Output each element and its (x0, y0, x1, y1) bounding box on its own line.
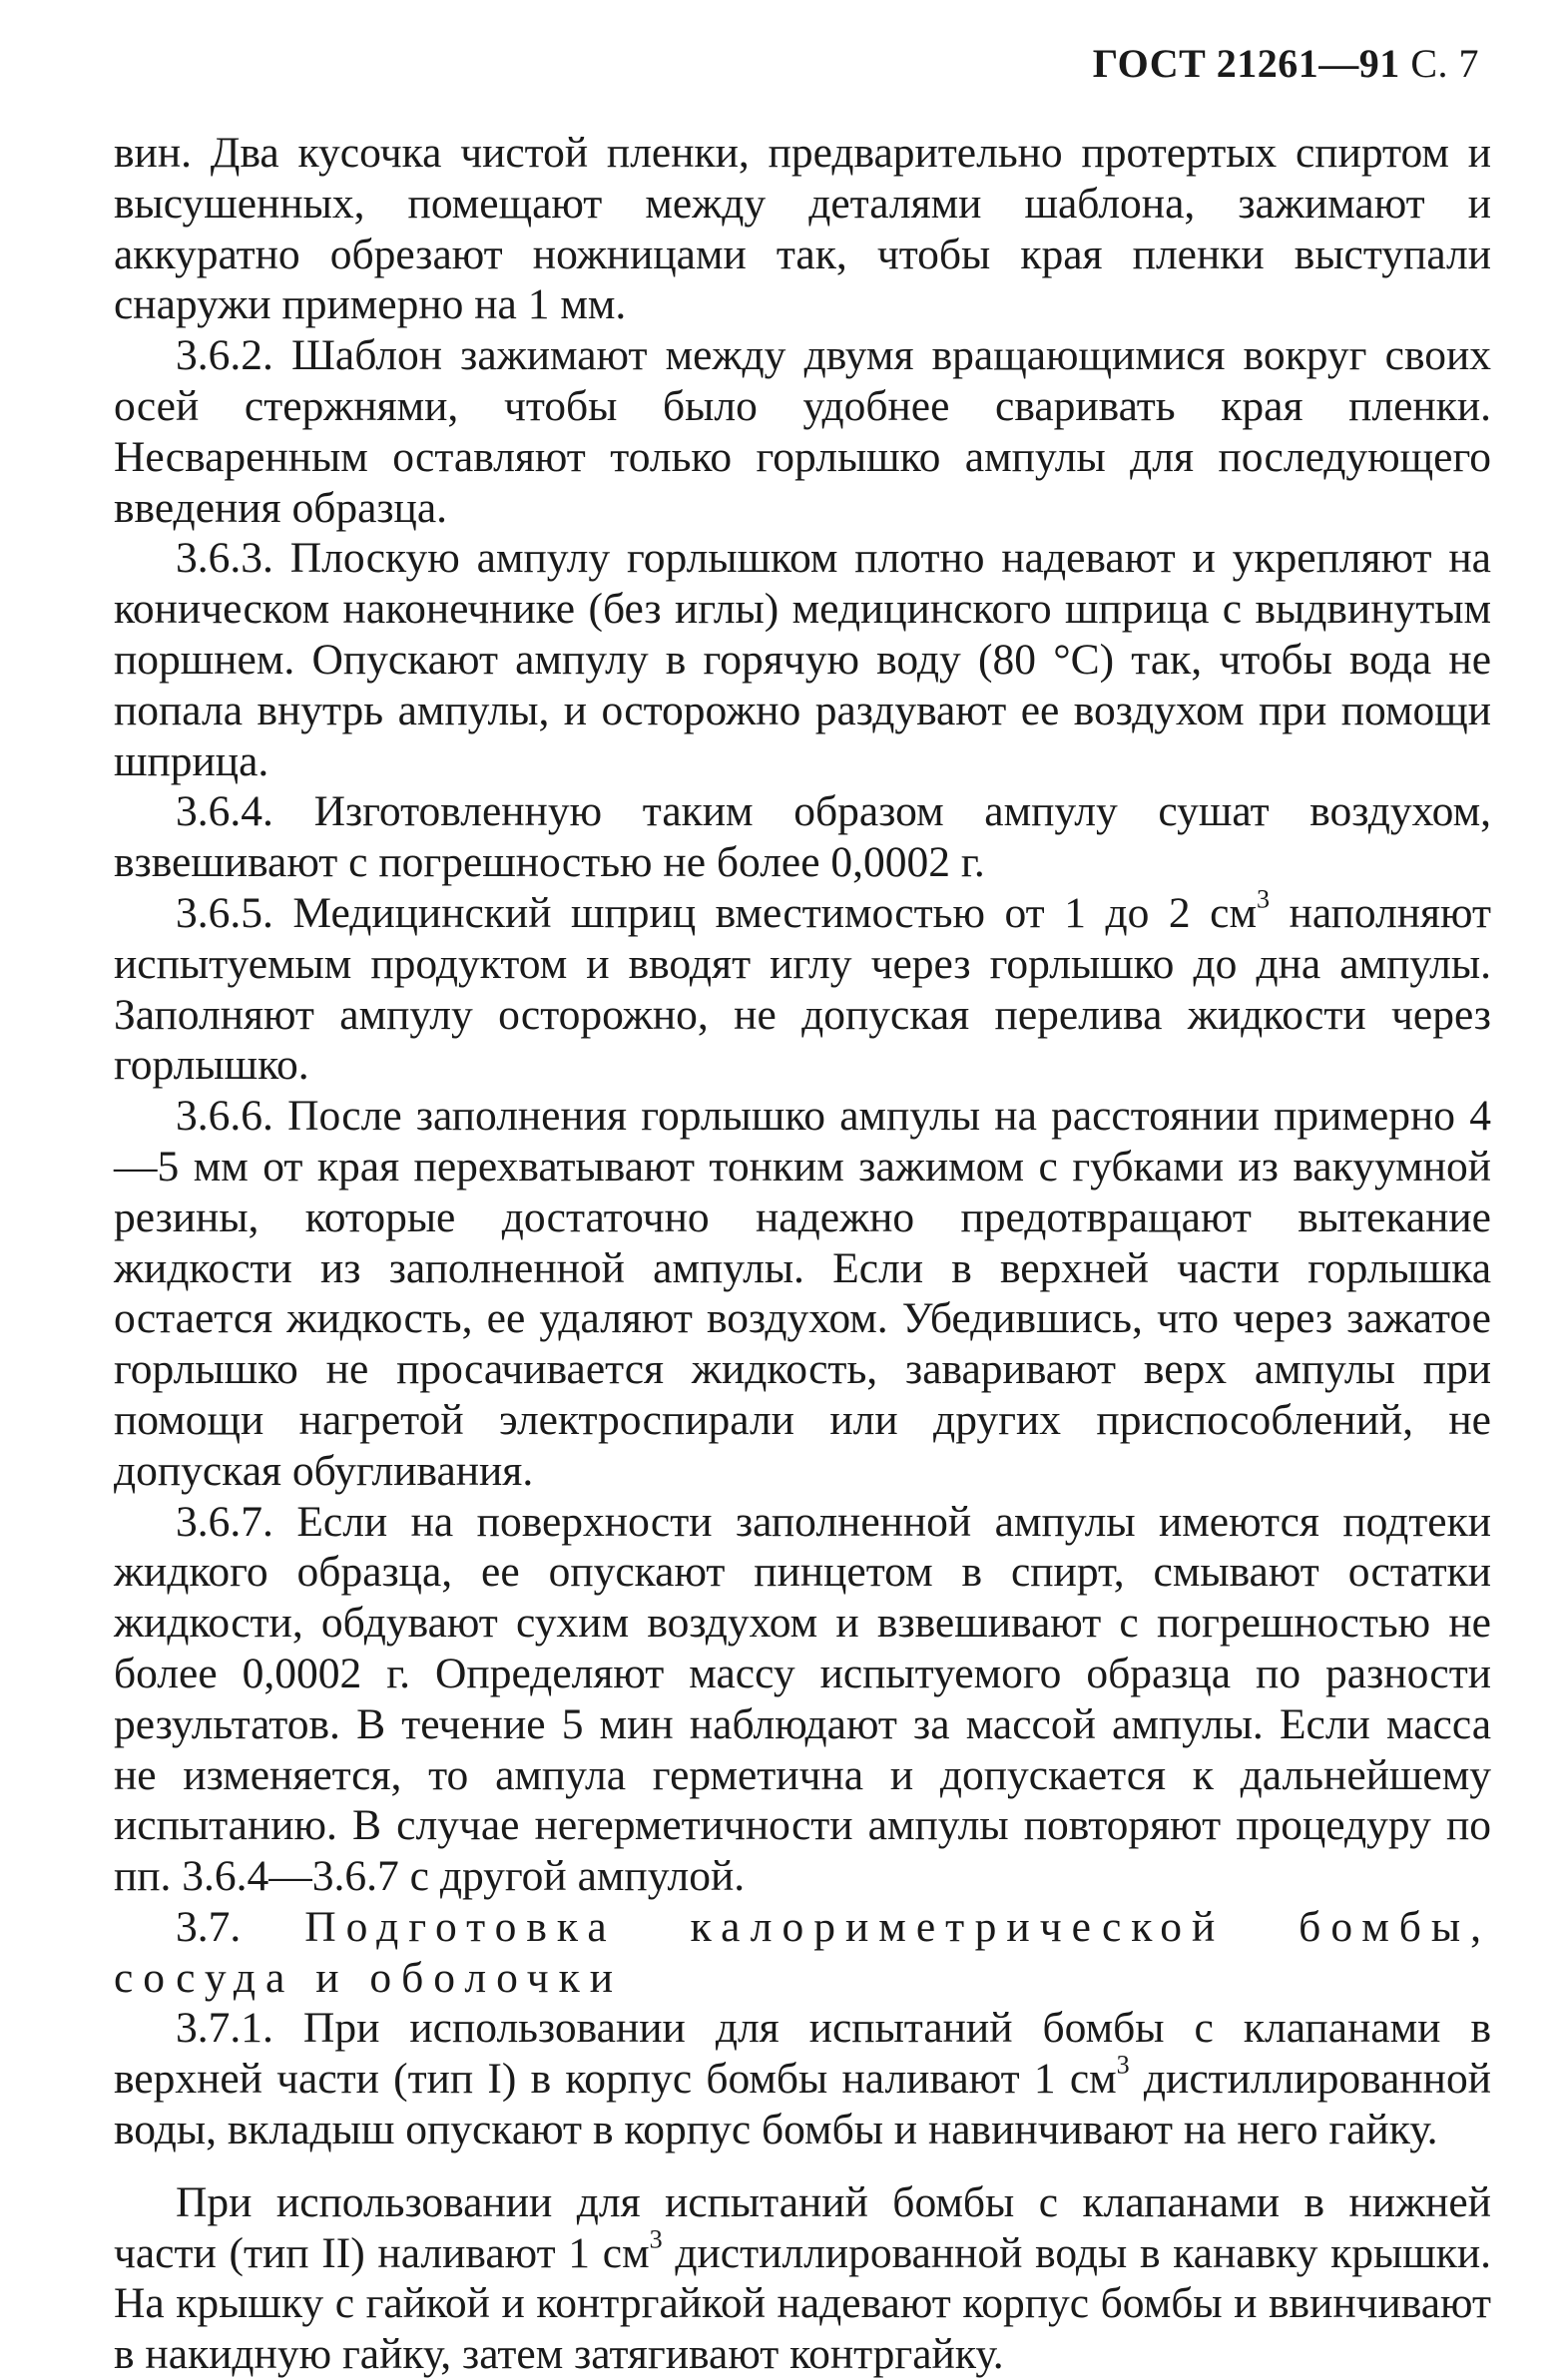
page-header (1093, 40, 1479, 87)
page-number: С. 7 (1410, 41, 1479, 86)
section-heading-3-7 (114, 1902, 1491, 2004)
section-title: Подготовка калориметрической бомбы, сосуда и оболочки (114, 1902, 1491, 2002)
paragraph-3-6-5-text-a: 3.6.5. Медицинский шприц вместимостью от 1 до 2 см (176, 888, 1258, 937)
superscript-3: 3 (649, 2224, 663, 2254)
paragraph-type-ii-text-b: дистиллированной воды в канавку крышки. На крышку с гайкой и контргайкой надевают корпус бомбы и ввинчивают в накидную гайку, затем затягивают контргайку. (114, 2228, 1491, 2379)
paragraph-3-6-2: 3.6.2. Шаблон зажимают между двумя вращающимися вокруг своих осей стержнями, чтобы было удобнее сваривать края пленки. Несваренным оставляют только горлышко ампулы для последующего введения образца. (114, 331, 1491, 532)
paragraph-3-6-4: 3.6.4. Изготовленную таким образом ампулу сушат воздухом, взвешивают с погрешностью не более 0,0002 г. (114, 787, 1491, 887)
paragraph-3-7-1-text-b: дистиллированной воды, вкладыш опускают в корпус бомбы и навинчивают на него гайку. (114, 2055, 1491, 2154)
superscript-3: 3 (1257, 884, 1271, 914)
document-body (114, 128, 1491, 2380)
paragraph-3-6-6: 3.6.6. После заполнения горлышко ампулы на расстоянии примерно 4—5 мм от края перехватывают тонким зажимом с губками из вакуумной резины, которые достаточно надежно предотвращают вытекание жидкости из заполненной ампулы. Если в верхней части горлышка остается жидкость, ее удаляют воздухом. Убедившись, что через зажатое горлышко не просачивается жидкость, заваривают верх ампулы при помощи нагретой электроспирали или других приспособлений, не допуская обугливания. (114, 1092, 1491, 1495)
standard-code: ГОСТ 21261—91 (1092, 41, 1400, 86)
paragraph-3-6-7: 3.6.7. Если на поверхности заполненной ампулы имеются подтеки жидкого образца, ее опускают пинцетом в спирт, смывают остатки жидкости, обдувают сухим воздухом и взвешивают с погрешностью не более 0,0002 г. Определяют массу испытуемого образца по разности результатов. В течение 5 мин наблюдают за массой ампулы. Если масса не изменяется, то ампула герметична и допускается к дальнейшему испытанию. В случае негерметичности ампулы повторяют процедуру по пп. 3.6.4—3.6.7 с другой ампулой. (114, 1497, 1491, 1901)
paragraph-3-7-1 (114, 2003, 1491, 2154)
paragraph-3-6-3: 3.6.3. Плоскую ампулу горлышком плотно надевают и укрепляют на коническом наконечнике (без иглы) медицинского шприца с выдвинутым поршнем. Опускают ампулу в горячую воду (80 °С) так, чтобы вода не попала внутрь ампулы, и осторожно раздувают ее воздухом при помощи шприца. (114, 534, 1491, 785)
section-number: 3.7. (176, 1902, 242, 1951)
paragraph-continuation: вин. Два кусочка чистой пленки, предварительно протертых спиртом и высушенных, помещают между деталями шаблона, зажимают и аккуратно обрезают ножницами так, чтобы края пленки выступали снаружи примерно на 1 мм. (114, 129, 1491, 329)
paragraph-3-7-1-text-a: 3.7.1. При использовании для испытаний бомбы с клапанами в верхней части (тип I) в корпус бомбы наливают 1 см (114, 2004, 1491, 2104)
paragraph-type-ii (114, 2177, 1491, 2380)
paragraph-3-6-5 (114, 884, 1491, 1091)
paragraph-type-ii-text-a: При использовании для испытаний бомбы с клапанами в нижней части (тип II) наливают 1 см (114, 2177, 1491, 2277)
superscript-3: 3 (1116, 2050, 1130, 2080)
paragraph-3-6-5-text-b: наполняют испытуемым продуктом и вводят иглу через горлышко до дна ампулы. Заполняют ампулу осторожно, не допуская перелива жидкости через горлышко. (114, 888, 1491, 1090)
